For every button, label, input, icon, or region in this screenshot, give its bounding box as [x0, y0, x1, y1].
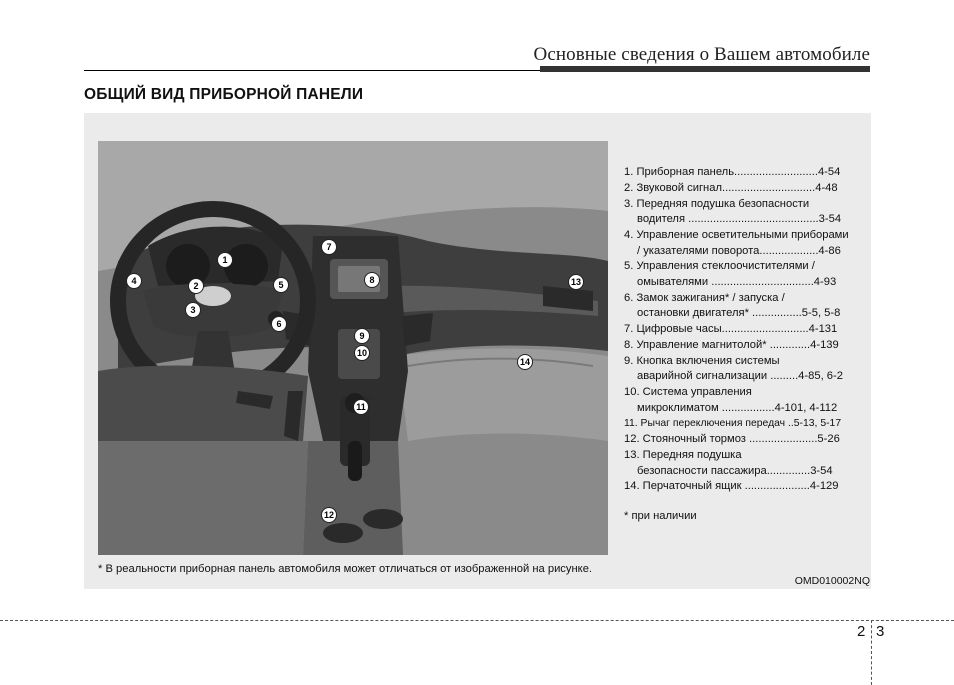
- legend-item: 12. Стояночный тормоз ......................5-26: [624, 433, 840, 446]
- callout-7: 7: [321, 239, 337, 255]
- legend-item: 13. Передняя подушка безопасности пассажира..............3-54: [624, 448, 833, 477]
- dashboard-drawing: [98, 141, 608, 555]
- page-number-page: 3: [876, 623, 885, 640]
- section-title: ОБЩИЙ ВИД ПРИБОРНОЙ ПАНЕЛИ: [84, 86, 364, 103]
- callout-14: 14: [517, 354, 533, 370]
- callout-12: 12: [321, 507, 337, 523]
- page-number-chapter: 2: [857, 623, 866, 640]
- dashboard-illustration: [98, 141, 608, 555]
- legend-item: 4. Управление осветительными приборами / указателями поворота...................4-86: [624, 228, 849, 257]
- callout-11: 11: [353, 399, 369, 415]
- legend-item: 3. Передняя подушка безопасности водителя ..........................................3-54: [624, 197, 842, 226]
- legend-item: 14. Перчаточный ящик .....................4-129: [624, 480, 839, 493]
- callout-3: 3: [185, 302, 201, 318]
- legend-item: 9. Кнопка включения системы аварийной сигнализации .........4-85, 6-2: [624, 354, 843, 383]
- legend-note: * при наличии: [624, 509, 697, 522]
- component-legend: [624, 165, 872, 525]
- callout-2: 2: [188, 278, 204, 294]
- callout-13: 13: [568, 274, 584, 290]
- callout-1: 1: [217, 252, 233, 268]
- callout-10: 10: [354, 345, 370, 361]
- legend-item: 11. Рычаг переключения передач ..5-13, 5-17: [624, 418, 842, 430]
- legend-item: 2. Звуковой сигнал..............................4-48: [624, 181, 838, 194]
- callout-8: 8: [364, 272, 380, 288]
- callout-9: 9: [354, 328, 370, 344]
- legend-item: 6. Замок зажигания* / запуска / остановки двигателя* ................5-5, 5-8: [624, 291, 841, 320]
- callout-5: 5: [273, 277, 289, 293]
- callout-4: 4: [126, 273, 142, 289]
- header-rule-accent: [540, 66, 870, 72]
- footer-divider: [871, 620, 872, 685]
- callout-6: 6: [271, 316, 287, 332]
- footer-dashed-rule: [0, 620, 954, 621]
- legend-item: 5. Управления стеклоочистителями / омывателями .................................4-93: [624, 260, 837, 288]
- image-code: OMD010002NQ: [794, 575, 870, 587]
- figure-footnote: * В реальности приборная панель автомобиля может отличаться от изображенной на рисунке.: [98, 563, 593, 575]
- legend-item: 10. Система управления микроклиматом .................4-101, 4-112: [624, 386, 838, 414]
- legend-item: 7. Цифровые часы............................4-131: [624, 323, 838, 336]
- legend-item: 1. Приборная панель...........................4-54: [624, 166, 841, 178]
- legend-item: 8. Управление магнитолой* .............4-139: [624, 338, 839, 351]
- running-header-title: Основные сведения о Вашем автомобиле: [533, 44, 870, 65]
